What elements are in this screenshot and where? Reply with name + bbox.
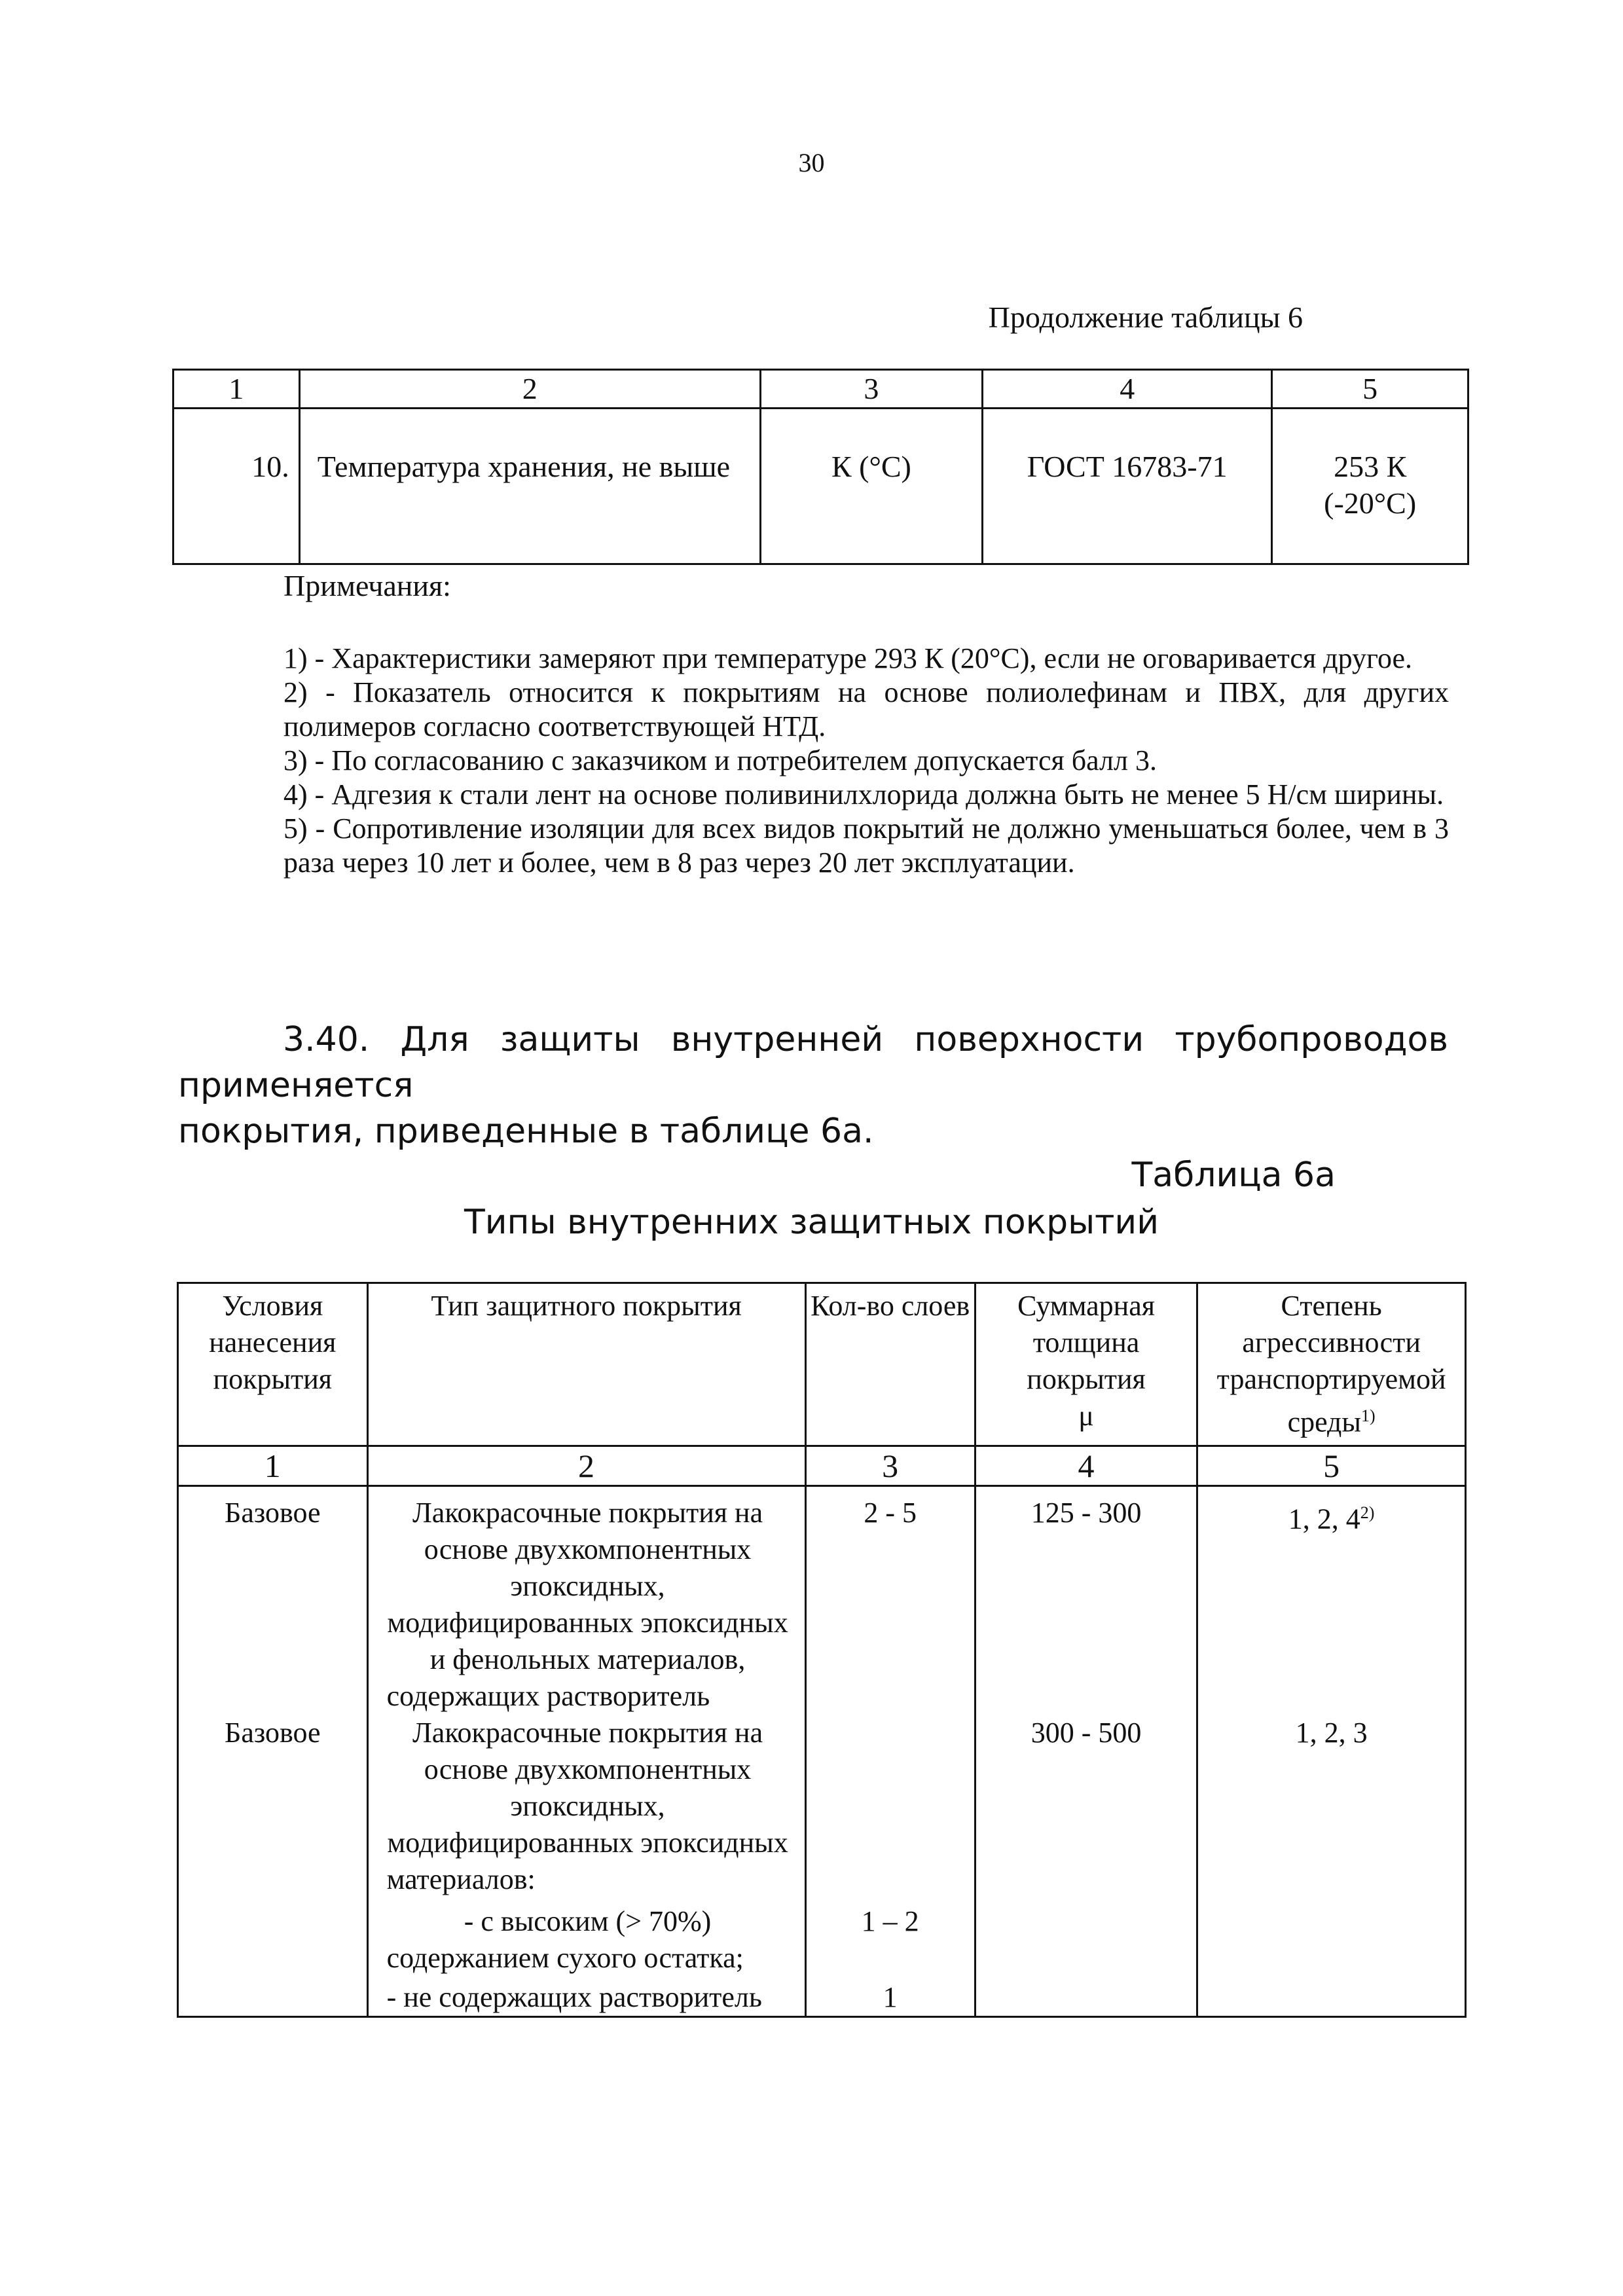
- coating-type-cell: - с высоким (> 70%) содержанием сухого остатка;: [367, 1898, 805, 1977]
- notes-list: [283, 642, 1449, 880]
- table-row: [178, 1898, 1466, 1977]
- row-number: 10.: [173, 409, 300, 564]
- column-number: 3: [805, 1446, 975, 1486]
- table-header-cell: 1: [173, 370, 300, 409]
- note-item: 3) - По согласованию с заказчиком и потребителем допускается балл 3.: [283, 744, 1157, 776]
- thickness-cell: 300 - 500: [975, 1715, 1197, 1898]
- table-header-cell: 4: [983, 370, 1272, 409]
- aggressiveness-cell: [1197, 1715, 1466, 1898]
- clause-3-40: [178, 1017, 1448, 1154]
- footnote-marker: 1): [1361, 1406, 1376, 1425]
- layers-cell: [805, 1715, 975, 1898]
- condition-cell: Базовое: [178, 1486, 368, 1715]
- coating-type-cell: Лакокрасочные покрытия на основе двухкомпонентных эпоксидных, модифицированных эпоксидных материалов:: [367, 1715, 805, 1898]
- table-header-cell: 5: [1272, 370, 1468, 409]
- condition-cell: [178, 1898, 368, 1977]
- layers-cell: 2 - 5: [805, 1486, 975, 1715]
- aggressiveness-value: 1, 2, 4: [1288, 1503, 1360, 1535]
- aggressiveness-cell: [1197, 1486, 1466, 1715]
- header-coating-type: Тип защитного покрытия: [367, 1283, 805, 1446]
- column-number: 2: [367, 1446, 805, 1486]
- table-row: [178, 1715, 1466, 1898]
- condition-cell: Базовое: [178, 1715, 368, 1898]
- header-aggressiveness: [1197, 1283, 1466, 1446]
- header-aggressiveness-label: Степень агрессивности транспортируемой среды: [1216, 1290, 1446, 1438]
- table-header-row: [173, 370, 1468, 409]
- table-caption: Таблица 6а: [1131, 1156, 1336, 1195]
- table-continuation-label: Продолжение таблицы 6: [988, 301, 1303, 334]
- thickness-cell: [975, 1898, 1197, 1977]
- note-item: 5) - Сопротивление изоляции для всех видов покрытий не должно уменьшаться более, чем в 3 раза через 10 лет и более, чем в 8 раз через 20 лет эксплуатации.: [283, 812, 1449, 879]
- coating-type-cell: Лакокрасочные покрытия на основе двухкомпонентных эпоксидных, модифицированных эпоксидных и фенольных материалов, содержащих растворитель: [367, 1486, 805, 1715]
- unit-cell: К (°С): [760, 409, 982, 564]
- table-header-cell: 3: [760, 370, 982, 409]
- value-kelvin: 253 К: [1334, 450, 1407, 483]
- header-thickness-unit: μ: [1078, 1400, 1094, 1432]
- header-layers: Кол-во слоев: [805, 1283, 975, 1446]
- thickness-cell: [975, 1977, 1197, 2017]
- table-row: [178, 1977, 1466, 2017]
- table-title: Типы внутренних защитных покрытий: [464, 1203, 1159, 1242]
- note-item: 2) - Показатель относится к покрытиям на основе полиолефинам и ПВХ, для других полимеров согласно соответствующей НТД.: [283, 676, 1449, 742]
- page-number: 30: [798, 148, 825, 177]
- thickness-cell: 125 - 300: [975, 1486, 1197, 1715]
- aggressiveness-cell: [1197, 1977, 1466, 2017]
- table-header-cell: 2: [299, 370, 760, 409]
- method-cell: ГОСТ 16783-71: [983, 409, 1272, 564]
- layers-cell: 1: [805, 1977, 975, 2017]
- column-number: 5: [1197, 1446, 1466, 1486]
- table-header-row: [178, 1283, 1466, 1446]
- header-thickness-label: Суммарная толщина покрытия: [1017, 1290, 1155, 1395]
- parameter-name: Температура хранения, не выше: [299, 409, 760, 564]
- value-cell: [1272, 409, 1468, 564]
- note-item: 1) - Характеристики замеряют при температуре 293 К (20°С), если не оговаривается другое.: [283, 642, 1413, 674]
- aggressiveness-cell: [1197, 1898, 1466, 1977]
- column-number: 4: [975, 1446, 1197, 1486]
- coating-type-cell: - не содержащих растворитель: [367, 1977, 805, 2017]
- notes-title: Примечания:: [283, 569, 451, 602]
- header-conditions: Условия нанесения покрытия: [178, 1283, 368, 1446]
- note-item: 4) - Адгезия к стали лент на основе поливинилхлорида должна быть не менее 5 Н/см ширины.: [283, 778, 1444, 811]
- table-row: [173, 409, 1468, 564]
- condition-cell: [178, 1977, 368, 2017]
- table-6-continuation: [172, 369, 1469, 565]
- aggressiveness-value: 1, 2, 3: [1295, 1717, 1368, 1749]
- value-celsius: (-20°С): [1324, 486, 1417, 520]
- column-number: 1: [178, 1446, 368, 1486]
- column-number-row: [178, 1446, 1466, 1486]
- clause-line: покрытия, приведенные в таблице 6а.: [178, 1112, 874, 1151]
- footnote-marker: 2): [1360, 1503, 1375, 1522]
- layers-cell: 1 – 2: [805, 1898, 975, 1977]
- table-row: [178, 1486, 1466, 1715]
- clause-line: 3.40. Для защиты внутренней поверхности трубопроводов применяется: [178, 1020, 1448, 1105]
- header-thickness: [975, 1283, 1197, 1446]
- table-6a: [177, 1282, 1467, 2018]
